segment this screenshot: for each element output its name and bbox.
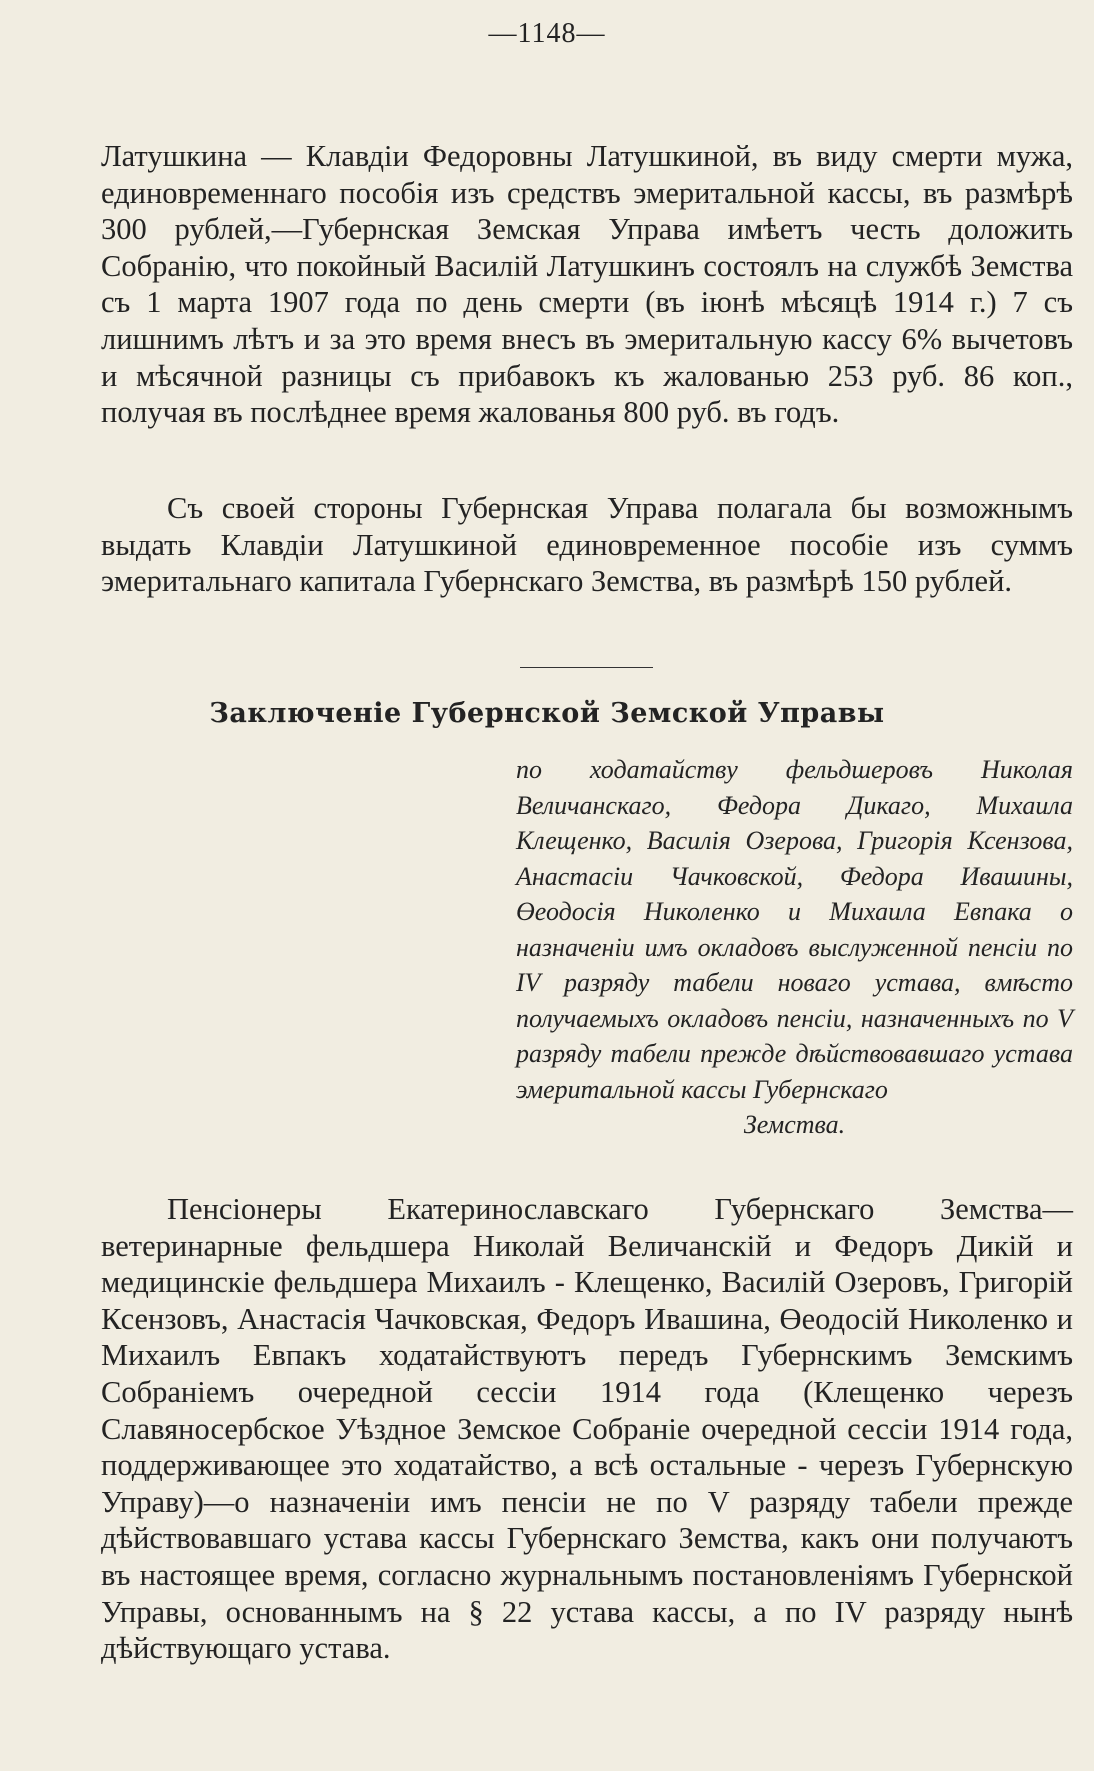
section-divider [520,667,653,668]
paragraph-uprava-proposal: Съ своей стороны Губернская Управа полагала бы возможнымъ выдать Клавдіи Латушкиной единовременное пособіе изъ суммъ эмеритальнаго капитала Губернскаго Земства, въ размѣрѣ 150 рублей. [101,491,1073,599]
paragraph-pensioners: Пенсіонеры Екатеринославскаго Губернскаго Земства— ветеринарные фельдшера Николай Величанскій и Федоръ Дикій и медицинскіе фельдшера Михаилъ - Клещенко, Василій Озеровъ, Григорій Ксензовъ, Анастасія Чачковская, Федоръ Ивашина, Өеодосій Николенко и Михаилъ Евпакъ ходатайствуютъ передъ Губернскимъ Земскимъ Собраніемъ очередной сессіи 1914 года (Клещенко черезъ Славяносербское Уѣздное Земское Собраніе очередной сессіи 1914 года, поддерживающее это ходатайство, а всѣ остальные - черезъ Губернскую Управу)—о назначеніи имъ пенсіи не по V разряду табели прежде дѣйствовавшаго устава кассы Губернскаго Земства, какъ они получаютъ въ настоящее время, согласно журнальнымъ постановленіямъ Губернской Управы, основаннымъ на § 22 устава кассы, а по IV разряду нынѣ дѣйствующаго устава. [101,1192,1073,1666]
section-subtitle-last: Земства. [743,1110,846,1139]
section-heading: Заключеніе Губернской Земской Управы [209,698,885,729]
section-subtitle-main: по ходатайству фельдшеровъ Николая Величанскаго, Федора Дикаго, Михаила Клещенко, Василія Озерова, Григорія Ксензова, Анастасіи Чачковской, Федора Ивашины, Өеодосія Николенко и Михаила Евпака о назначеніи имъ окладовъ выслуженной пенсіи по IV разряду табели новаго устава, вмѣсто получаемыхъ окладовъ пенсіи, назначенныхъ по V разряду табели прежде дѣйствовавшаго устава эмеритальной кассы Губернскаго [516,755,1073,1104]
section-subtitle [516,752,1073,1143]
page-number: —1148— [488,18,606,49]
paragraph-latushkina: Латушкина — Клавдіи Федоровны Латушкиной, въ виду смерти мужа, единовременнаго пособія изъ средствъ эмеритальной кассы, въ размѣрѣ 300 рублей,—Губернская Земская Управа имѣетъ честь доложить Собранію, что покойный Василій Латушкинъ состоялъ на службѣ Земства съ 1 марта 1907 года по день смерти (въ іюнѣ мѣсяцѣ 1914 г.) 7 съ лишнимъ лѣтъ и за это время внесъ въ эмеритальную кассу 6% вычетовъ и мѣсячной разницы съ прибавокъ къ жалованью 253 руб. 86 коп., получая въ послѣднее время жалованья 800 руб. въ годъ. [101,139,1073,430]
